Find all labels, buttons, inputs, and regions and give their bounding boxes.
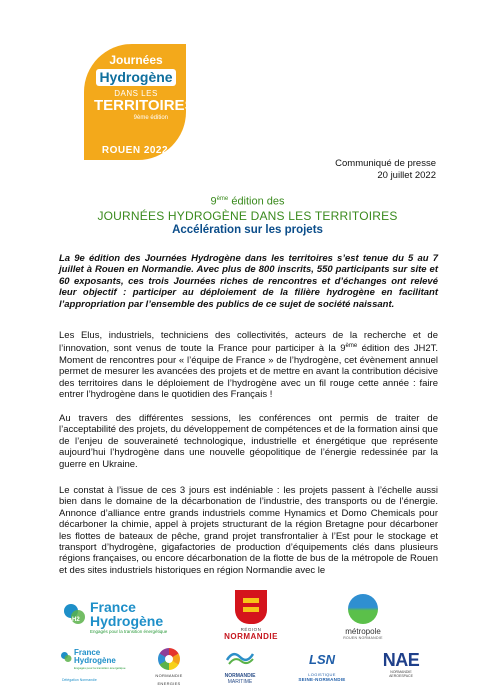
fh-small-line2: Hydrogène <box>74 656 116 665</box>
region-normandie-logo <box>218 590 284 642</box>
paragraph-1-part-a: Les Elus, industriels, techniciens des collectivités, acteurs de la recherche et de l’innovation, sont venus de toute la France pour participer à la 9 <box>59 330 438 355</box>
france-hydrogene-icon <box>62 602 86 626</box>
normandie-maritime-logo <box>210 648 270 692</box>
edition-text: édition des <box>228 195 285 208</box>
logo-line-journees: Journées <box>109 53 163 67</box>
edition-number: 9 <box>210 195 217 208</box>
title-block <box>40 193 455 237</box>
lsn-mark: LSN <box>309 652 335 667</box>
france-hydrogene-logo <box>62 598 182 638</box>
main-title: JOURNÉES HYDROGÈNE DANS LES TERRITOIRES <box>97 208 398 223</box>
metropole-logo <box>334 594 392 642</box>
normandie-shield-icon <box>235 590 267 624</box>
france-hydrogene-tagline: Engagés pour la transition énergétique <box>90 629 168 634</box>
normandie-energies-logo <box>147 648 191 692</box>
paragraph-2: Au travers des différentes sessions, les conférences ont permis de traiter de l’acceptabilité des projets, du développement de compétences et de la formation ainsi que de l’enjeu de souveraineté technologique, industrielle et énergétique que représente aujourd’hui l’hydrogène dans une nouvelle géopolitique de l’énergie redessinée par la guerre en Ukraine. <box>59 413 438 470</box>
logo-line-dans-les: DANS LES <box>114 89 158 98</box>
france-hydrogene-line2: Hydrogène <box>90 613 164 629</box>
logo-footer-rouen-2022: ROUEN 2022 <box>101 145 169 156</box>
paragraph-1-part-b: édition des JH2T. Moment de rencontres pour « l’équipe de France » de l’hydrogène, cet évènement annuel permet de mesurer les avancées des projets et de mettre en avant la contribution décisive des territoires dans le déploiement de l’hydrogène avec un fil rouge cette année : faire entrer l’hydrogène dans le quotidien des Français ! <box>59 343 439 401</box>
metropole-sub: ROUEN NORMANDIE <box>343 636 383 640</box>
wave-icon <box>225 648 255 666</box>
svg-text:H2: H2 <box>72 617 80 623</box>
normandie-energies-line2: ENERGIES <box>157 681 181 686</box>
normandie-region-label: RÉGION <box>240 627 262 632</box>
paragraph-1-sup: ème <box>345 343 358 350</box>
metropole-name: métropole <box>345 627 381 636</box>
logistique-line1: LOGISTIQUE <box>308 672 336 677</box>
paragraph-3: Le constat à l’issue de ces 3 jours est indéniable : les projets passent à l’échelle aussi bien dans le domaine de la décarbonation de l’industrie, des transports ou de l’énergie. Annonce d’alliance entre grands industriels comme Hynamics et Domo Chemicals pour décarboner la chimie, appel à projets structurant de la région Bretagne pour décarboner les flottes de bateaux de pêche, grand projet transfrontalier à l’Est pour le stockage et transport d’hydrogène, gigafactories de production d’équipements clés dans plusieurs régions françaises, ou encore décarbonation de la flotte de bus de la métropole de Rouen et des sites industriels historiques en région Normandie avec le <box>59 485 438 576</box>
edition-suffix: ème <box>216 196 229 202</box>
nae-mark: NAE <box>382 650 420 670</box>
press-release-label: Communiqué de presse <box>335 158 436 169</box>
normandie-maritime-line2: MARITIME <box>227 679 253 685</box>
edition-line <box>40 193 455 209</box>
subtitle: Accélération sur les projets <box>172 223 323 236</box>
lead-paragraph: La 9e édition des Journées Hydrogène dans les territoires s’est tenue du 5 au 7 juillet à Rouen en Normandie. Avec plus de 800 inscrits, 550 participants sur site et 60 exposants, ces trois Journées riches de rencontres et d’échanges ont relevé leur objectif : participer au déploiement de la filière hydrogène en facilitant l’appropriation par l’ensemble des publics de ce sujet de société naissant. <box>59 253 438 310</box>
nae-line1: NORMANDIE <box>390 670 412 674</box>
logo-line-hydrogene: Hydrogène <box>96 69 176 86</box>
normandie-name: NORMANDIE <box>224 632 278 641</box>
logo-line-territoires: TERRITOIRES <box>94 97 195 114</box>
logo-line-edition: 9ème édition <box>133 115 168 121</box>
normandie-maritime-line1: NORMANDIE <box>224 673 256 679</box>
france-hydrogene-line1: France <box>90 599 136 615</box>
normandie-energies-line1: NORMANDIE <box>155 673 183 678</box>
normandie-energies-icon <box>158 648 180 670</box>
metropole-globe-icon <box>348 594 378 624</box>
nae-logo <box>371 650 431 690</box>
press-release-date: 20 juillet 2022 <box>377 170 436 181</box>
fh-small-line1: France <box>74 648 101 657</box>
logistique-seine-normandie-logo <box>291 652 353 690</box>
logistique-line2: SEINE-NORMANDIE <box>298 677 346 682</box>
paragraph-1 <box>59 330 438 401</box>
france-hydrogene-normandie-logo <box>60 648 130 688</box>
press-release-header <box>335 158 436 182</box>
event-logo <box>84 44 195 160</box>
fh-small-sub: Délégation Normandie <box>62 678 97 682</box>
france-hydrogene-small-icon <box>60 651 72 663</box>
nae-line2: AEROESPACE <box>389 674 413 678</box>
fh-small-tagline: Engagés pour la transition énergétique <box>74 666 126 670</box>
